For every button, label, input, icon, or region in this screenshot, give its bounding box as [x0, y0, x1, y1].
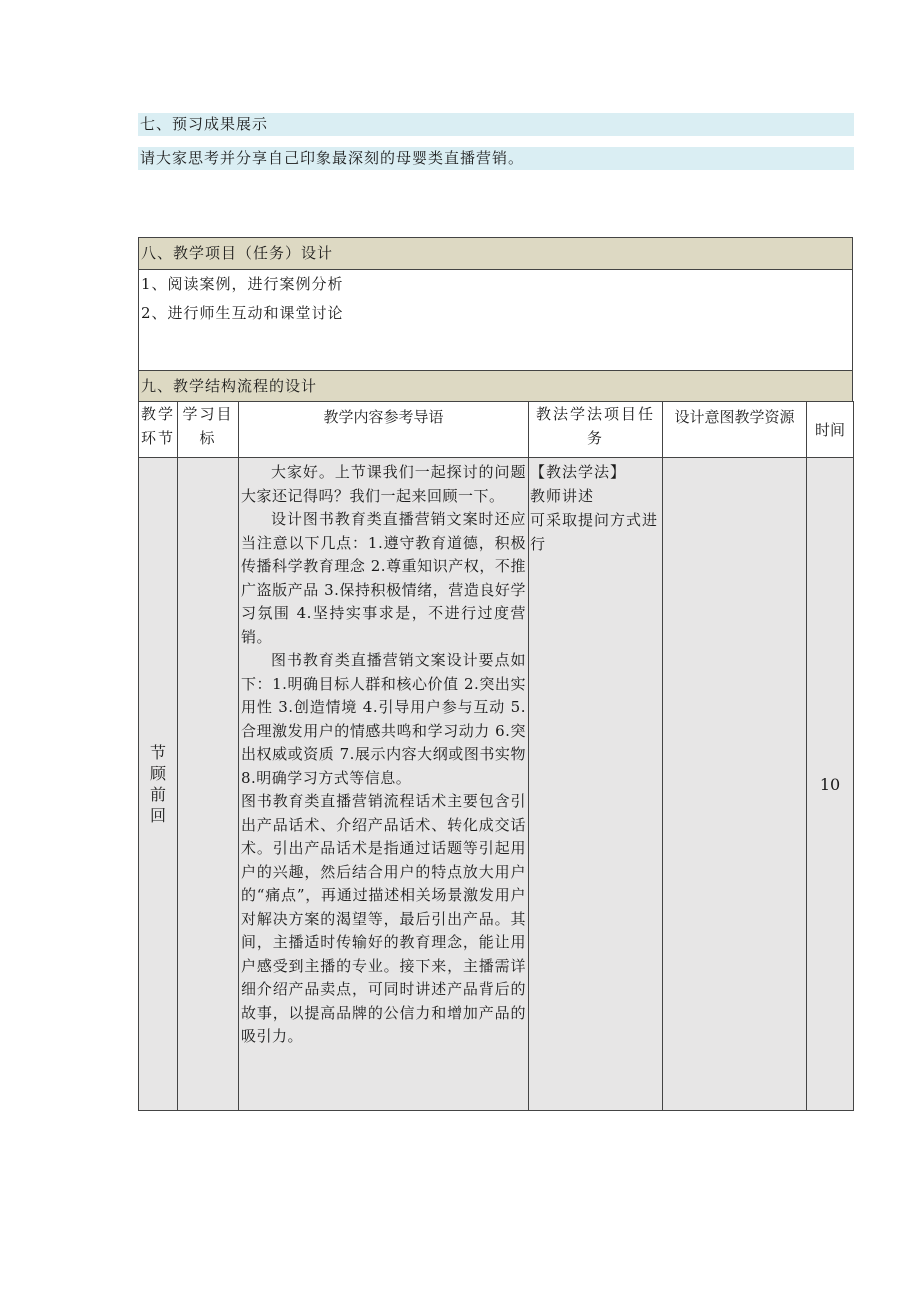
table-header-row — [139, 402, 854, 458]
goal-cell — [178, 458, 239, 1111]
time-cell — [807, 458, 854, 1111]
task-item: 1、阅读案例，进行案例分析 — [141, 275, 344, 293]
stage-char: 节 — [149, 743, 166, 762]
table-row — [139, 458, 854, 1111]
design-cell — [663, 458, 807, 1111]
header-goal: 学习目标 — [178, 402, 239, 458]
header-time: 时间 — [807, 402, 854, 458]
content-cell — [239, 458, 529, 1111]
header-method: 教法学法项目任务 — [529, 402, 663, 458]
method-cell — [529, 458, 663, 1111]
content-paragraph: 大家好。上节课我们一起探讨的问题大家还记得吗？我们一起来回顾一下。 — [241, 463, 526, 505]
section8-title: 八、教学项目（任务）设计 — [138, 237, 853, 270]
stage-cell — [139, 458, 178, 1111]
section9-title: 九、教学结构流程的设计 — [138, 370, 853, 402]
section8-body — [138, 269, 853, 371]
header-design: 设计意图教学资源 — [663, 402, 807, 458]
section7-title: 七、预习成果展示 — [138, 113, 854, 136]
stage-label — [139, 458, 177, 1110]
method-line: 教师讲述 — [530, 487, 595, 505]
section7-prompt: 请大家思考并分享自己印象最深刻的母婴类直播营销。 — [138, 147, 854, 170]
method-line: 可采取提问方式进行 — [530, 511, 659, 553]
content-paragraph: 图书教育类直播营销流程话术主要包含引出产品话术、介绍产品话术、转化成交话术。引出产品话术是指通过话题等引起用户的兴趣，然后结合用户的特点放大用户的“痛点”，再通过描述相关场景激发用户对解决方案的渴望等，最后引出产品。其间，主播适时传输好的教育理念，能让用户感受到主播的专业。接下来，主播需详细介绍产品卖点，可同时讲述产品背后的故事，以提高品牌的公信力和增加产品的吸引力。 — [241, 792, 526, 1045]
content-paragraph: 设计图书教育类直播营销文案时还应当注意以下几点：1.遵守教育道德，积极传播科学教育理念 2.尊重知识产权，不推广盗版产品 3.保持积极情绪，营造良好学习氛围 4.坚持实事求是，不进行过度营销。 — [241, 510, 526, 646]
stage-char: 顾 — [149, 764, 166, 783]
header-stage: 教学环节 — [139, 402, 178, 458]
header-content: 教学内容参考导语 — [239, 402, 529, 458]
task-item: 2、进行师生互动和课堂讨论 — [141, 304, 344, 322]
stage-char: 前 — [149, 785, 166, 804]
teaching-flow-table — [138, 401, 854, 1111]
content-paragraph: 图书教育类直播营销文案设计要点如下：1.明确目标人群和核心价值 2.突出实用性 3.创造情境 4.引导用户参与互动 5.合理激发用户的情感共鸣和学习动力 6.突出权威或资质 7.展示内容大纲或图书实物 8.明确学习方式等信息。 — [241, 651, 526, 787]
stage-char: 回 — [149, 806, 166, 825]
time-value: 10 — [819, 774, 841, 794]
method-line: 【教法学法】 — [530, 463, 627, 481]
